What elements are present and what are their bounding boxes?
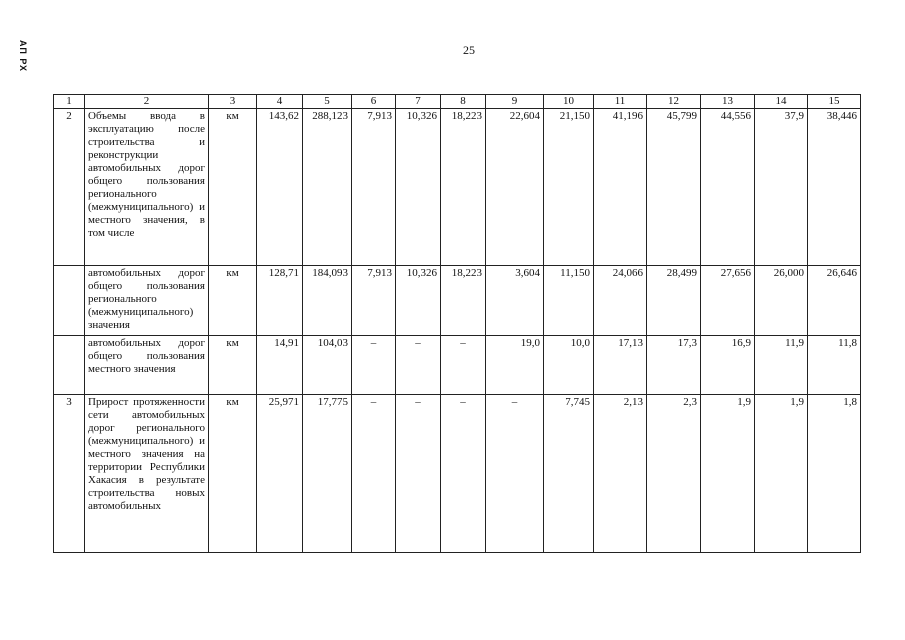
value-cell: 143,62: [257, 109, 303, 266]
description-cell: Прирост протяженности сети автомобильных дорог регионального (межмуниципального) и местного значения на территории Республики Хакасия в результате строительства новых автомобильных: [85, 395, 209, 553]
header-cell: 14: [755, 95, 808, 109]
side-label: АП РХ: [18, 40, 28, 73]
table-row: [54, 336, 861, 395]
value-cell: 24,066: [594, 266, 647, 336]
description-cell: автомобильных дорог общего пользования местного значения: [85, 336, 209, 395]
value-cell: –: [396, 395, 441, 553]
value-cell: 17,775: [303, 395, 352, 553]
value-cell: –: [352, 336, 396, 395]
value-cell: 41,196: [594, 109, 647, 266]
value-cell: –: [486, 395, 544, 553]
value-cell: –: [352, 395, 396, 553]
header-cell: 11: [594, 95, 647, 109]
header-cell: 13: [701, 95, 755, 109]
value-cell: 11,9: [755, 336, 808, 395]
header-cell: 2: [85, 95, 209, 109]
value-cell: 17,13: [594, 336, 647, 395]
value-cell: –: [441, 336, 486, 395]
value-cell: 184,093: [303, 266, 352, 336]
row-number-cell: [54, 266, 85, 336]
row-number-cell: 3: [54, 395, 85, 553]
value-cell: 16,9: [701, 336, 755, 395]
value-cell: 38,446: [808, 109, 861, 266]
value-cell: 104,03: [303, 336, 352, 395]
header-cell: 9: [486, 95, 544, 109]
unit-cell: км: [209, 336, 257, 395]
value-cell: 28,499: [647, 266, 701, 336]
value-cell: 1,9: [755, 395, 808, 553]
value-cell: 1,8: [808, 395, 861, 553]
value-cell: 14,91: [257, 336, 303, 395]
unit-cell: км: [209, 395, 257, 553]
value-cell: 3,604: [486, 266, 544, 336]
header-cell: 6: [352, 95, 396, 109]
header-row: [54, 95, 861, 109]
row-number-cell: [54, 336, 85, 395]
value-cell: –: [441, 395, 486, 553]
value-cell: –: [396, 336, 441, 395]
header-cell: 7: [396, 95, 441, 109]
row-number-cell: 2: [54, 109, 85, 266]
value-cell: 26,000: [755, 266, 808, 336]
value-cell: 17,3: [647, 336, 701, 395]
value-cell: 10,326: [396, 266, 441, 336]
value-cell: 11,8: [808, 336, 861, 395]
value-cell: 37,9: [755, 109, 808, 266]
value-cell: 18,223: [441, 266, 486, 336]
value-cell: 2,3: [647, 395, 701, 553]
value-cell: 7,745: [544, 395, 594, 553]
value-cell: 19,0: [486, 336, 544, 395]
value-cell: 7,913: [352, 266, 396, 336]
header-cell: 15: [808, 95, 861, 109]
value-cell: 27,656: [701, 266, 755, 336]
value-cell: 18,223: [441, 109, 486, 266]
value-cell: 288,123: [303, 109, 352, 266]
unit-cell: км: [209, 266, 257, 336]
value-cell: 25,971: [257, 395, 303, 553]
header-cell: 10: [544, 95, 594, 109]
header-cell: 5: [303, 95, 352, 109]
data-table: [53, 94, 861, 553]
value-cell: 2,13: [594, 395, 647, 553]
description-cell: автомобильных дорог общего пользования регионального (межмуниципального) значения: [85, 266, 209, 336]
value-cell: 1,9: [701, 395, 755, 553]
value-cell: 22,604: [486, 109, 544, 266]
page-number: 25: [463, 43, 475, 57]
value-cell: 10,0: [544, 336, 594, 395]
header-cell: 1: [54, 95, 85, 109]
header-cell: 12: [647, 95, 701, 109]
header-cell: 4: [257, 95, 303, 109]
unit-cell: км: [209, 109, 257, 266]
value-cell: 10,326: [396, 109, 441, 266]
table-row: [54, 266, 861, 336]
value-cell: 11,150: [544, 266, 594, 336]
value-cell: 7,913: [352, 109, 396, 266]
header-cell: 8: [441, 95, 486, 109]
table-row: [54, 109, 861, 266]
value-cell: 21,150: [544, 109, 594, 266]
header-cell: 3: [209, 95, 257, 109]
description-cell: Объемы ввода в эксплуатацию после строительства и реконструкции автомобильных дорог общего пользования регионального (межмуниципального) и местного значения, в том числе: [85, 109, 209, 266]
value-cell: 45,799: [647, 109, 701, 266]
value-cell: 128,71: [257, 266, 303, 336]
value-cell: 26,646: [808, 266, 861, 336]
table-row: [54, 395, 861, 553]
value-cell: 44,556: [701, 109, 755, 266]
